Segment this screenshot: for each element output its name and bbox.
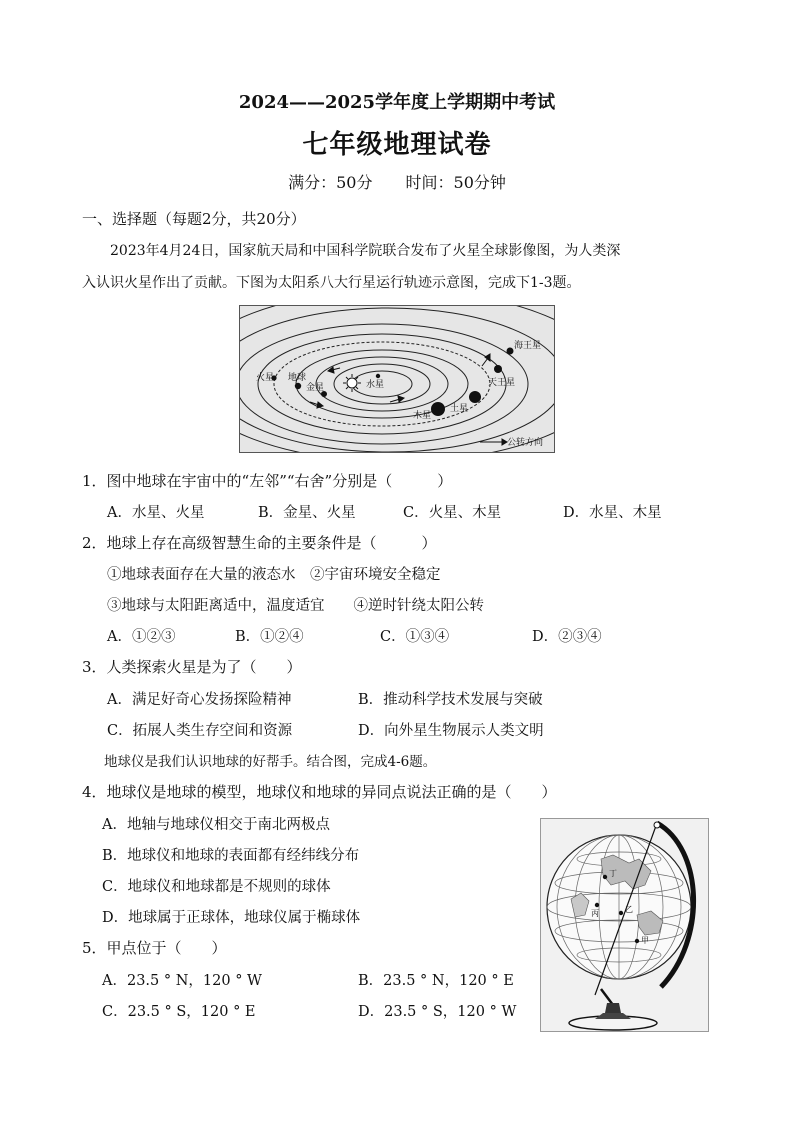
intro-line-2: 入认识火星作出了贡献。下图为太阳系八大行星运行轨迹示意图，完成下1-3题。 (82, 275, 581, 291)
q2-option-b[interactable]: B．①②④ (235, 629, 304, 645)
label-bing: 丙 (591, 909, 599, 918)
section-heading: 一、选择题（每题2分，共20分） (82, 210, 306, 228)
globe-figure (540, 818, 709, 1032)
label-uranus: 天王星 (488, 378, 516, 388)
label-mercury: 水星 (366, 380, 385, 390)
q4-option-d[interactable]: D．地球属于正球体，地球仪属于椭球体 (102, 910, 361, 926)
label-yi: 乙 (625, 905, 633, 914)
question-2-stem: 2．地球上存在高级智慧生命的主要条件是（ ） (82, 534, 437, 552)
solar-system-diagram (240, 306, 554, 452)
label-neptune: 海王星 (514, 341, 542, 351)
q5-option-c[interactable]: C．23.5 ° S，120 ° E (102, 1004, 256, 1020)
q1-option-b[interactable]: B．金星、火星 (258, 505, 356, 521)
intro-line-1: 2023年4月24日，国家航天局和中国科学院联合发布了火星全球影像图，为人类深 (110, 243, 621, 259)
label-ding: 丁 (609, 869, 617, 878)
exam-time: 时间：50分钟 (405, 173, 506, 192)
intro-paragraph-2: 地球仪是我们认识地球的好帮手。结合图，完成4-6题。 (104, 754, 437, 770)
point-jia (635, 939, 639, 943)
label-saturn: 土星 (450, 404, 469, 414)
label-earth: 地球 (288, 373, 307, 383)
q2-option-c[interactable]: C．①③④ (380, 629, 450, 645)
intro-paragraph-1 (82, 235, 714, 299)
uranus-dot (494, 365, 502, 373)
label-jupiter: 木星 (413, 411, 432, 421)
q4-option-b[interactable]: B．地球仪和地球的表面都有经纬线分布 (102, 848, 360, 864)
north-pole-knob (654, 822, 660, 828)
q2-option-d[interactable]: D．②③④ (532, 629, 602, 645)
q5-option-b[interactable]: B．23.5 ° N，120 ° E (358, 973, 514, 989)
label-venus: 金星 (306, 383, 325, 393)
exam-year-title: 2024——2025学年度上学期期中考试 (238, 92, 556, 113)
q5-option-a[interactable]: A．23.5 ° N，120 ° W (102, 973, 262, 989)
q4-option-c[interactable]: C．地球仪和地球都是不规则的球体 (102, 879, 331, 895)
q2-conditions-1: ①地球表面存在大量的液态水 ②宇宙环境安全稳定 (107, 567, 441, 583)
q3-option-d[interactable]: D．向外星生物展示人类文明 (358, 723, 544, 739)
q3-option-a[interactable]: A．满足好奇心发扬探险精神 (107, 692, 292, 708)
q3-option-c[interactable]: C．拓展人类生存空间和资源 (107, 723, 293, 739)
q2-option-a[interactable]: A．①②③ (107, 629, 176, 645)
earth-dot (295, 383, 301, 389)
legend-label: 公转方向 (507, 438, 544, 448)
sun-icon (343, 374, 361, 392)
question-4-stem: 4．地球仪是地球的模型，地球仪和地球的异同点说法正确的是（ ） (82, 783, 557, 801)
exam-subject-title: 七年级地理试卷 (302, 130, 492, 160)
solar-system-figure (239, 305, 555, 453)
question-3-stem: 3．人类探索火星是为了（ ） (82, 658, 302, 676)
q1-option-a[interactable]: A．水星、火星 (107, 505, 205, 521)
label-jia: 甲 (641, 936, 649, 945)
saturn-dot (469, 391, 481, 403)
neptune-dot (507, 348, 514, 355)
jupiter-dot (431, 402, 445, 416)
question-5-stem: 5．甲点位于（ ） (82, 939, 227, 957)
label-mars: 火星 (256, 373, 275, 383)
globe-stand (569, 989, 657, 1030)
mercury-dot (376, 374, 380, 378)
question-1-stem: 1．图中地球在宇宙中的“左邻”“右舍”分别是（ ） (82, 472, 453, 490)
q4-option-a[interactable]: A．地轴与地球仪相交于南北两极点 (102, 817, 330, 833)
full-score: 满分：50分 (288, 173, 373, 192)
exam-meta (0, 170, 794, 193)
point-bing (595, 903, 599, 907)
q2-conditions-2: ③地球与太阳距离适中，温度适宜 ④逆时针绕太阳公转 (107, 598, 484, 614)
q3-option-b[interactable]: B．推动科学技术发展与突破 (358, 692, 543, 708)
q1-option-c[interactable]: C．火星、木星 (403, 505, 502, 521)
q1-option-d[interactable]: D．水星、木星 (563, 505, 662, 521)
globe-diagram (541, 819, 708, 1031)
point-yi (619, 911, 623, 915)
q5-option-d[interactable]: D．23.5 ° S，120 ° W (358, 1004, 517, 1020)
point-ding (603, 875, 607, 879)
